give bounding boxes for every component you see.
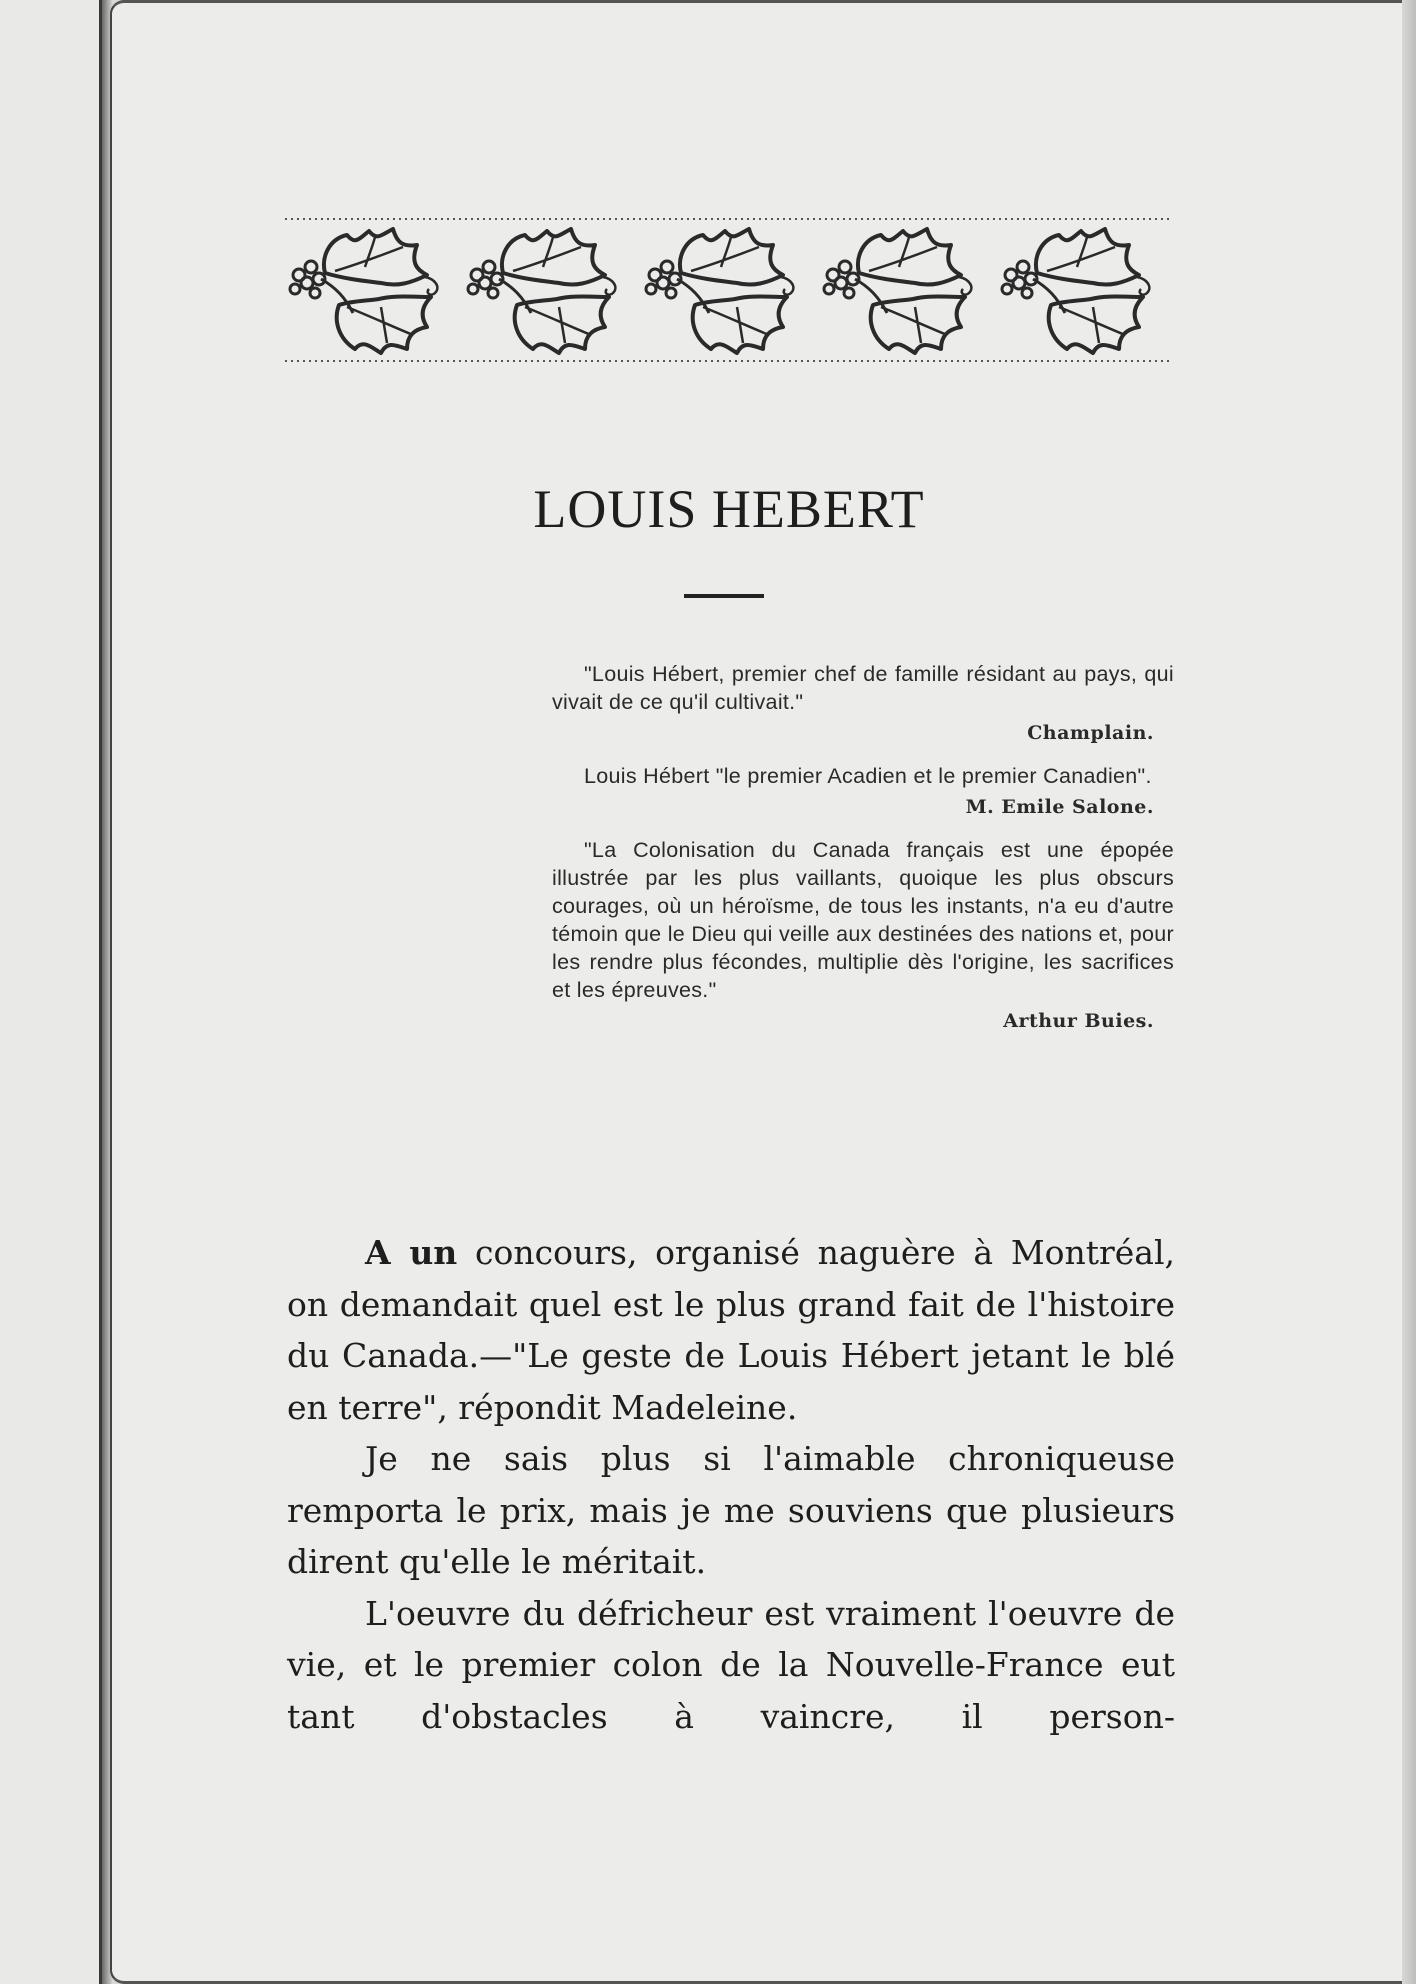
title-rule (684, 594, 764, 598)
facing-page-edge (0, 0, 102, 1984)
epigraph-author: M. Emile Salone. (965, 796, 1154, 818)
epigraph-quote: "La Colonisation du Canada français est une épopée illustrée par les plus vaillants, quoique les plus obscurs courages, où un héroïsme, de tous les instants, n'a eu d'autre témoin que le Dieu qui veille aux destinées des nations et, pour les rendre plus fécondes, multiplie dès l'origine, les sacrifices et les épreuves." (552, 838, 1174, 1002)
epigraph-author: Champlain. (1027, 722, 1154, 744)
epigraph-author: Arthur Buies. (1003, 1010, 1154, 1032)
paragraph-text: L'oeuvre du défricheur est vraiment l'oeuvre de vie, et le premier colon de la Nouvelle-France eut tant d'obstacles à vaincre, il person- (287, 1593, 1175, 1736)
page-right-edge (1402, 0, 1416, 1984)
body-paragraph (287, 1227, 1175, 1433)
epigraphs (552, 660, 1174, 1050)
body-paragraph (287, 1588, 1175, 1743)
body-text (287, 1227, 1175, 1742)
paragraph-lead: A un (365, 1233, 458, 1272)
body-paragraph (287, 1433, 1175, 1588)
vine-leaf-ornament (285, 215, 1173, 365)
epigraph-quote: Louis Hébert "le premier Acadien et le premier Canadien". (584, 764, 1152, 788)
chapter-title: LOUIS HEBERT (533, 479, 925, 539)
paragraph-text: Je ne sais plus si l'aimable chroniqueuse remporta le prix, mais je me souviens que plusieurs dirent qu'elle le méritait. (287, 1439, 1175, 1581)
paragraph-text: concours, organisé naguère à Montréal, on demandait quel est le plus grand fait de l'histoire du Canada.—"Le geste de Louis Hébert jetant le blé en terre", répondit Madeleine. (287, 1233, 1176, 1427)
epigraph-quote: "Louis Hébert, premier chef de famille résidant au pays, qui vivait de ce qu'il cultivait." (552, 662, 1174, 714)
